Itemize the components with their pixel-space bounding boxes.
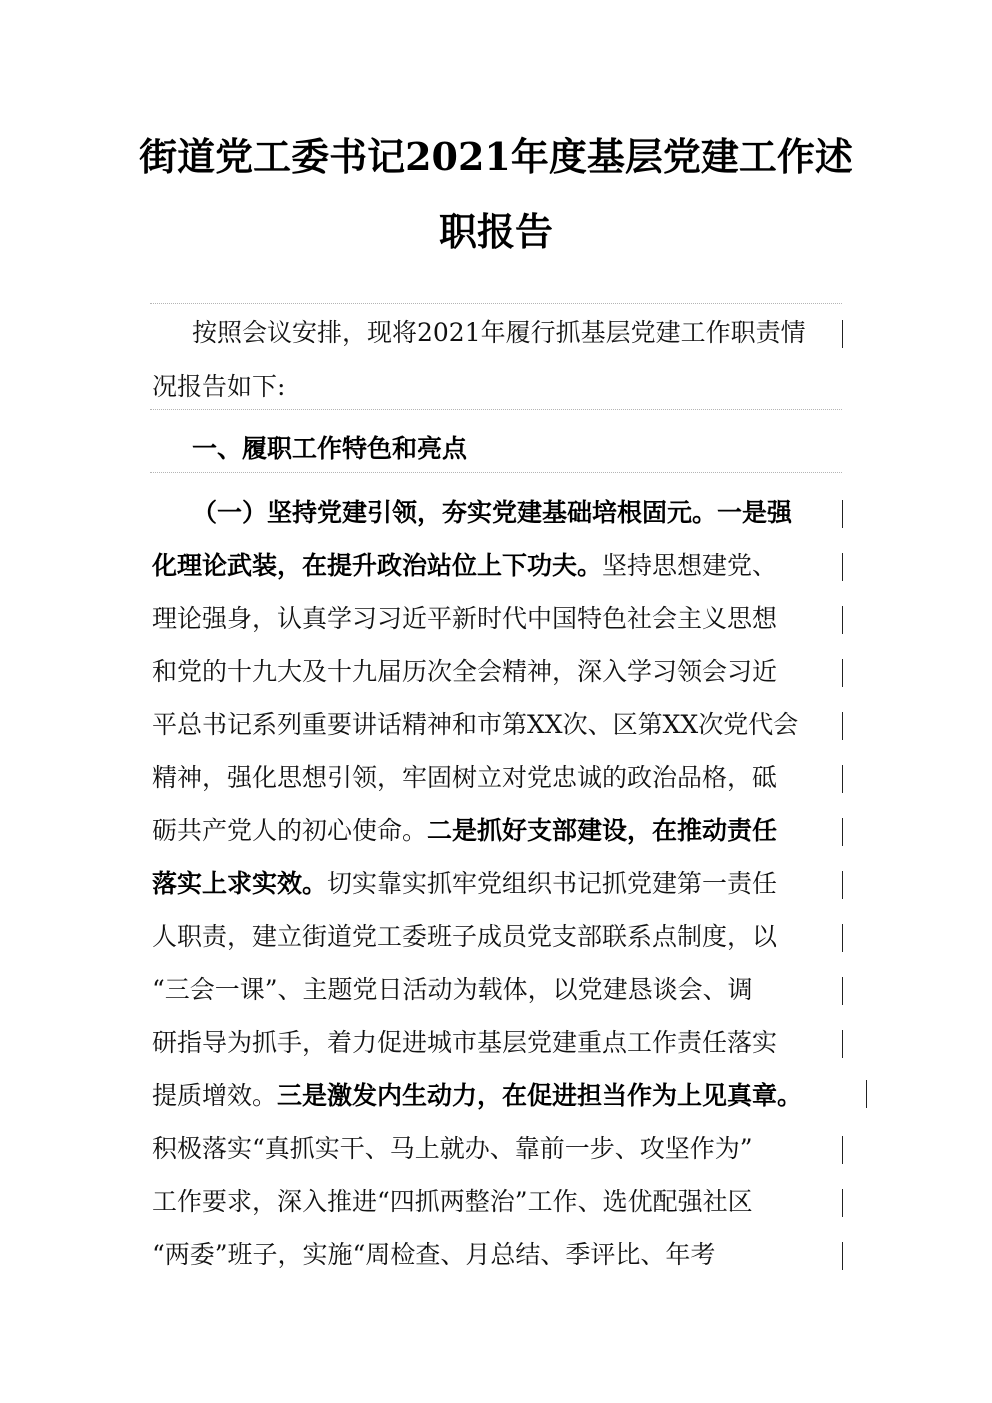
body-line-5: 平总书记系列重要讲话精神和市第XX次、区第XX次党代会 xyxy=(152,710,799,739)
margin-mark xyxy=(842,712,843,740)
margin-mark xyxy=(842,871,843,899)
body-line-13: 积极落实“真抓实干、马上就办、靠前一步、攻坚作为” xyxy=(152,1134,753,1163)
body-line-4: 和党的十九大及十九届历次全会精神，深入学习领会习近 xyxy=(152,657,778,686)
body-line-8-text: 切实靠实抓牢党组织书记抓党建第一责任 xyxy=(327,869,778,898)
body-line-12-text: 提质增效。 xyxy=(152,1081,278,1110)
margin-mark xyxy=(842,1189,843,1217)
body-line-6: 精神，强化思想引领，牢固树立对党忠诚的政治品格，砥 xyxy=(152,763,778,792)
body-line-3: 理论强身，认真学习习近平新时代中国特色社会主义思想 xyxy=(152,604,778,633)
intro-line-1: 按照会议安排，现将2021年履行抓基层党建工作职责情 xyxy=(192,318,806,347)
body-line-7-bold: 二是抓好支部建设，在推动责任 xyxy=(427,816,778,845)
body-line-14: 工作要求，深入推进“四抓两整治”工作、选优配强社区 xyxy=(152,1187,753,1216)
margin-mark xyxy=(842,765,843,793)
divider-top xyxy=(150,303,842,304)
intro-line-2: 况报告如下: xyxy=(152,372,286,401)
body-line-12-bold: 三是激发内生动力，在促进担当作为上见真章。 xyxy=(277,1081,803,1110)
margin-mark xyxy=(842,500,843,528)
margin-mark xyxy=(842,924,843,952)
body-line-10: “三会一课”、主题党日活动为载体，以党建恳谈会、调 xyxy=(152,975,753,1004)
margin-mark xyxy=(842,606,843,634)
margin-mark xyxy=(866,1080,867,1108)
body-line-11: 研指导为抓手，着力促进城市基层党建重点工作责任落实 xyxy=(152,1028,778,1057)
margin-mark xyxy=(842,1136,843,1164)
body-line-9: 人职责，建立街道党工委班子成员党支部联系点制度，以 xyxy=(152,922,778,951)
section-heading: 一、履职工作特色和亮点 xyxy=(192,434,468,463)
divider-section xyxy=(150,472,842,473)
body-line-15: “两委”班子，实施“周检查、月总结、季评比、年考 xyxy=(152,1240,716,1269)
body-line-2 xyxy=(152,549,842,583)
body-line-8-bold: 落实上求实效。 xyxy=(152,869,328,898)
margin-mark xyxy=(842,320,843,348)
divider-mid xyxy=(150,409,842,410)
body-line-12 xyxy=(152,1079,842,1113)
margin-mark xyxy=(842,1242,843,1270)
body-line-7 xyxy=(152,814,842,848)
body-line-8 xyxy=(152,867,842,901)
margin-mark xyxy=(842,818,843,846)
body-line-2-bold: 化理论武装，在提升政治站位上下功夫。 xyxy=(152,551,603,580)
document-title-line-1: 街道党工委书记2021年度基层党建工作述 xyxy=(139,134,853,179)
body-line-2-text: 坚持思想建党、 xyxy=(602,551,778,580)
margin-mark xyxy=(842,977,843,1005)
margin-mark xyxy=(842,1030,843,1058)
document-title-line-2: 职报告 xyxy=(438,209,553,254)
body-line-7-text: 砺共产党人的初心使命。 xyxy=(152,816,428,845)
margin-mark xyxy=(842,659,843,687)
margin-mark xyxy=(842,553,843,581)
body-line-1: （一）坚持党建引领，夯实党建基础培根固元。一是强 xyxy=(192,498,793,527)
